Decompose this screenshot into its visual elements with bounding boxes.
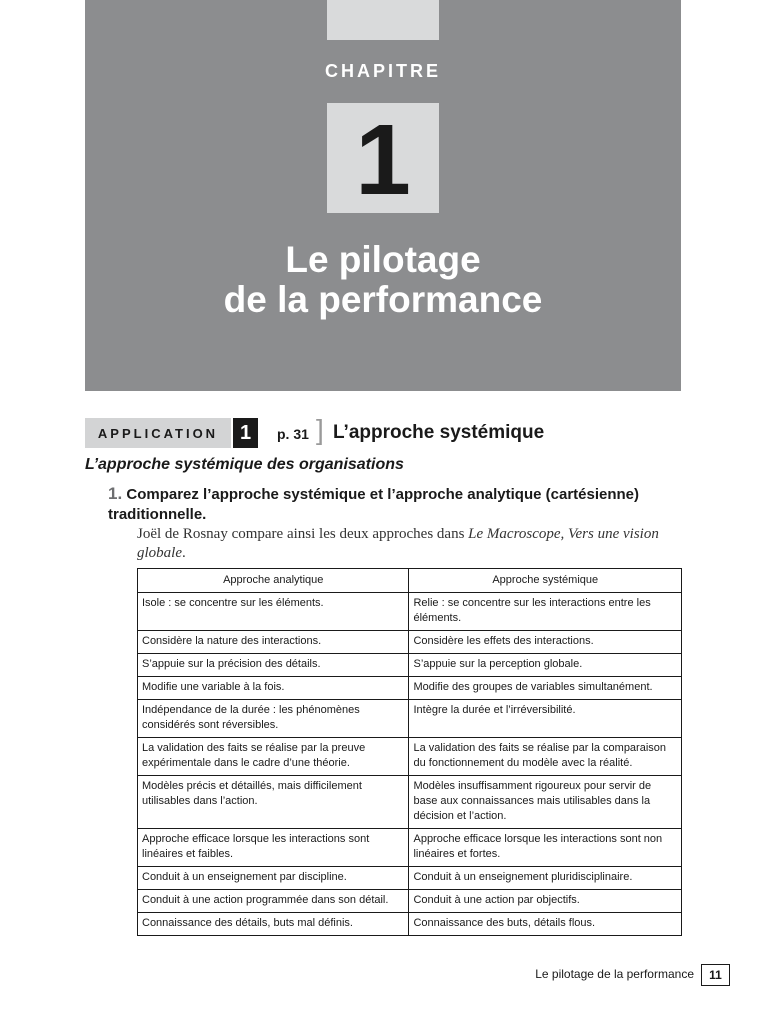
table-body [138,593,682,936]
table-row [138,677,682,700]
table-row [138,631,682,654]
cell-analytique: La validation des faits se réalise par la preuve expérimentale dans le cadre d’une théorie. [138,738,409,776]
cell-analytique: Conduit à un enseignement par discipline. [138,867,409,890]
footer-title: Le pilotage de la performance [535,967,694,981]
cell-systemique: S’appuie sur la perception globale. [409,654,682,677]
intro-end: . [182,545,186,561]
application-label: APPLICATION [85,418,231,448]
column-header-analytique: Approche analytique [138,569,409,593]
application-page-ref: p. 31 [277,426,309,442]
cell-systemique: Relie : se concentre sur les interactions entre les éléments. [409,593,682,631]
cell-systemique: Modèles insuffisamment rigoureux pour servir de base aux connaissances mais utilisables dans la décision et l’action. [409,776,682,829]
table-row [138,776,682,829]
table-row [138,890,682,913]
application-title: L’approche systémique [333,422,545,443]
table-row [138,654,682,677]
question-text: Comparez l’approche systémique et l’approche analytique (cartésienne) traditionnelle. [108,486,640,523]
comparison-table [137,568,682,936]
table-row [138,738,682,776]
cell-analytique: Considère la nature des interactions. [138,631,409,654]
question-number: 1. [108,484,123,503]
table-header-row [138,569,682,593]
chapter-number: 1 [355,104,411,216]
chapter-label: CHAPITRE [324,61,441,81]
cell-analytique: Indépendance de la durée : les phénomènes considérés sont réversibles. [138,700,409,738]
table-row [138,829,682,867]
cell-analytique: Modèles précis et détaillés, mais difficilement utilisables dans l’action. [138,776,409,829]
chapter-number-box [327,103,439,216]
table-row [138,913,682,936]
page-number: 11 [701,964,730,986]
column-header-systemique: Approche systémique [409,569,682,593]
cell-systemique: Conduit à un enseignement pluridisciplinaire. [409,867,682,890]
chapter-top-tab [327,0,439,40]
intro-text: Joël de Rosnay compare ainsi les deux approches dans [137,526,469,542]
cell-systemique: La validation des faits se réalise par la comparaison du fonctionnement du modèle avec la réalité. [409,738,682,776]
cell-analytique: Connaissance des détails, buts mal définis. [138,913,409,936]
chapter-title [85,240,681,320]
cell-systemique: Approche efficace lorsque les interactions sont non linéaires et fortes. [409,829,682,867]
application-bracket: ] [316,414,324,445]
cell-systemique: Modifie des groupes de variables simultanément. [409,677,682,700]
table-row [138,593,682,631]
cell-analytique: S’appuie sur la précision des détails. [138,654,409,677]
section-heading: L’approche systémique des organisations [85,456,404,473]
table-row [138,867,682,890]
cell-analytique: Modifie une variable à la fois. [138,677,409,700]
chapter-title-line-1: Le pilotage [285,239,481,280]
cell-systemique: Considère les effets des interactions. [409,631,682,654]
table-row [138,700,682,738]
intro-paragraph [137,525,685,563]
cell-systemique: Conduit à une action par objectifs. [409,890,682,913]
cell-analytique: Approche efficace lorsque les interactions sont linéaires et faibles. [138,829,409,867]
cell-analytique: Conduit à une action programmée dans son détail. [138,890,409,913]
chapter-title-line-2: de la performance [223,279,543,320]
cell-systemique: Connaissance des buts, détails flous. [409,913,682,936]
question [108,484,684,525]
application-number: 1 [233,418,258,448]
intro-book-title: Le Macroscope, Vers une vision globale [137,526,659,561]
cell-systemique: Intègre la durée et l’irréversibilité. [409,700,682,738]
cell-analytique: Isole : se concentre sur les éléments. [138,593,409,631]
